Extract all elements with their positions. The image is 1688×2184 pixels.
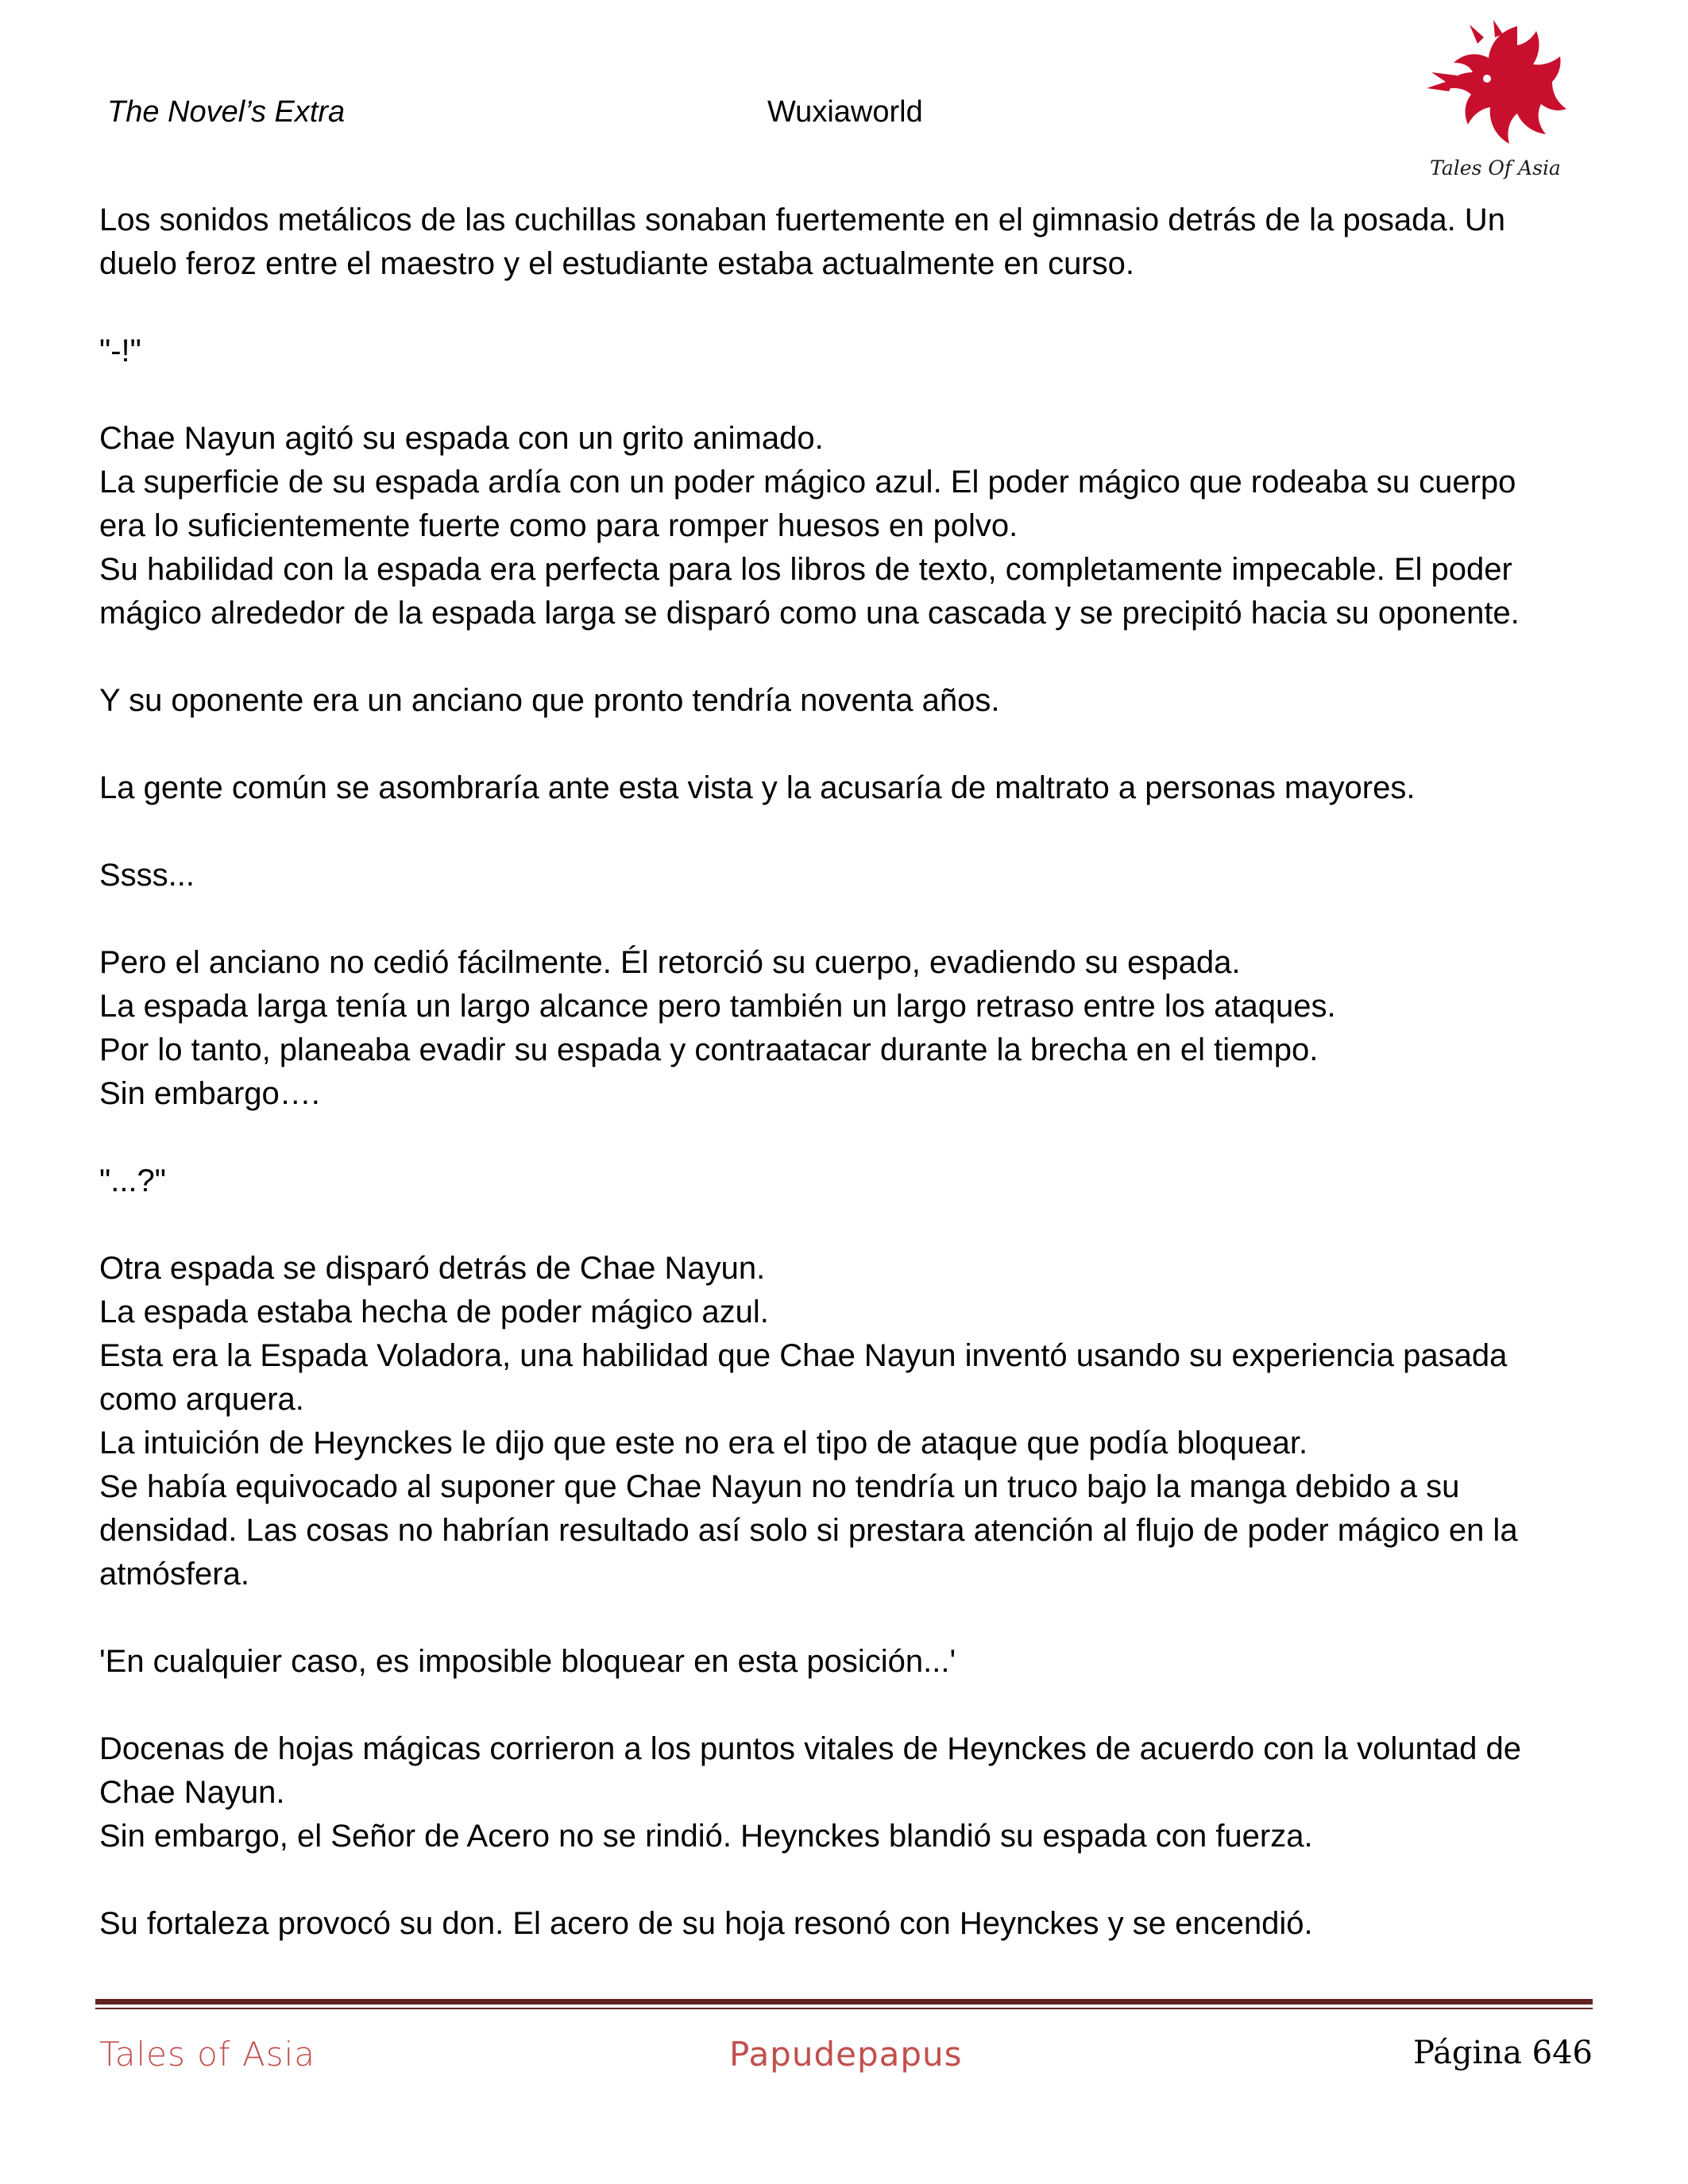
page-header: [0, 0, 1688, 191]
footer-rule: [95, 1999, 1593, 2005]
paragraph: [99, 679, 1593, 723]
text-line: Chae Nayun.: [99, 1775, 285, 1810]
paragraph: [99, 854, 1593, 897]
paragraph: [99, 766, 1593, 810]
text-line: Sin embargo….: [99, 1076, 320, 1111]
paragraph: [99, 417, 1593, 635]
text-line: Sin embargo, el Señor de Acero no se rindió. Heynckes blandió su espada con fuerza.: [99, 1819, 1313, 1854]
text-line: Otra espada se disparó detrás de Chae Nayun.: [99, 1251, 766, 1286]
text-line: duelo feroz entre el maestro y el estudiante estaba actualmente en curso.: [99, 246, 1134, 281]
text-line: Chae Nayun agitó su espada con un grito animado.: [99, 421, 824, 456]
paragraph: [99, 330, 1593, 373]
header-source: Wuxiaworld: [767, 95, 923, 129]
paragraph: [99, 1247, 1593, 1596]
text-line: atmósfera.: [99, 1557, 249, 1592]
footer-translator: Papudepapus: [729, 2035, 963, 2074]
text-line: Pero el anciano no cedió fácilmente. Él retorció su cuerpo, evadiendo su espada.: [99, 945, 1241, 980]
text-line: La espada estaba hecha de poder mágico azul.: [99, 1295, 769, 1329]
chapter-body: [99, 199, 1593, 1989]
paragraph: [99, 1902, 1593, 1946]
text-line: densidad. Las cosas no habrían resultado así solo si prestara atención al flujo de poder mágico en la: [99, 1513, 1518, 1548]
text-line: Y su oponente era un anciano que pronto tendría noventa años.: [99, 683, 1000, 718]
paragraph: [99, 941, 1593, 1116]
text-line: La intuición de Heynckes le dijo que este no era el tipo de ataque que podía bloquear.: [99, 1426, 1308, 1461]
logo-caption: Tales Of Asia: [1430, 156, 1561, 179]
tales-of-asia-logo: [1422, 20, 1569, 187]
text-line: "...?": [99, 1163, 166, 1198]
text-line: Docenas de hojas mágicas corrieron a los puntos vitales de Heynckes de acuerdo con la voluntad de: [99, 1731, 1521, 1766]
footer-site-name: Tales of Asia: [99, 2035, 316, 2074]
text-line: como arquera.: [99, 1382, 304, 1417]
text-line: La espada larga tenía un largo alcance pero también un largo retraso entre los ataques.: [99, 989, 1336, 1024]
text-line: Su habilidad con la espada era perfecta para los libros de texto, completamente impecable. El poder: [99, 552, 1512, 587]
text-line: mágico alrededor de la espada larga se disparó como una cascada y se precipitó hacia su oponente.: [99, 596, 1520, 631]
paragraph: [99, 199, 1593, 286]
text-line: La gente común se asombraría ante esta vista y la acusaría de maltrato a personas mayores.: [99, 770, 1416, 805]
paragraph: [99, 1640, 1593, 1684]
text-line: Ssss...: [99, 858, 195, 893]
text-line: era lo suficientemente fuerte como para romper huesos en polvo.: [99, 508, 1018, 543]
text-line: Su fortaleza provocó su don. El acero de su hoja resonó con Heynckes y se encendió.: [99, 1906, 1313, 1941]
footer-rule-thin: [95, 2008, 1593, 2009]
header-novel-title: The Novel’s Extra: [107, 95, 346, 129]
text-line: Se había equivocado al suponer que Chae Nayun no tendría un truco bajo la manga debido a su: [99, 1469, 1460, 1504]
text-line: Por lo tanto, planeaba evadir su espada y contraatacar durante la brecha en el tiempo.: [99, 1032, 1319, 1067]
paragraph: [99, 1727, 1593, 1858]
text-line: Esta era la Espada Voladora, una habilidad que Chae Nayun inventó usando su experiencia pasada: [99, 1338, 1508, 1373]
text-line: La superficie de su espada ardía con un poder mágico azul. El poder mágico que rodeaba su cuerpo: [99, 465, 1516, 500]
text-line: 'En cualquier caso, es imposible bloquear en esta posición...': [99, 1644, 956, 1679]
text-line: Los sonidos metálicos de las cuchillas sonaban fuertemente en el gimnasio detrás de la posada. Un: [99, 203, 1505, 237]
paragraph: [99, 1160, 1593, 1203]
dragon-logo-icon: [1422, 20, 1569, 159]
text-line: "-!": [99, 334, 141, 369]
footer-page-number: Página 646: [1412, 2035, 1593, 2071]
